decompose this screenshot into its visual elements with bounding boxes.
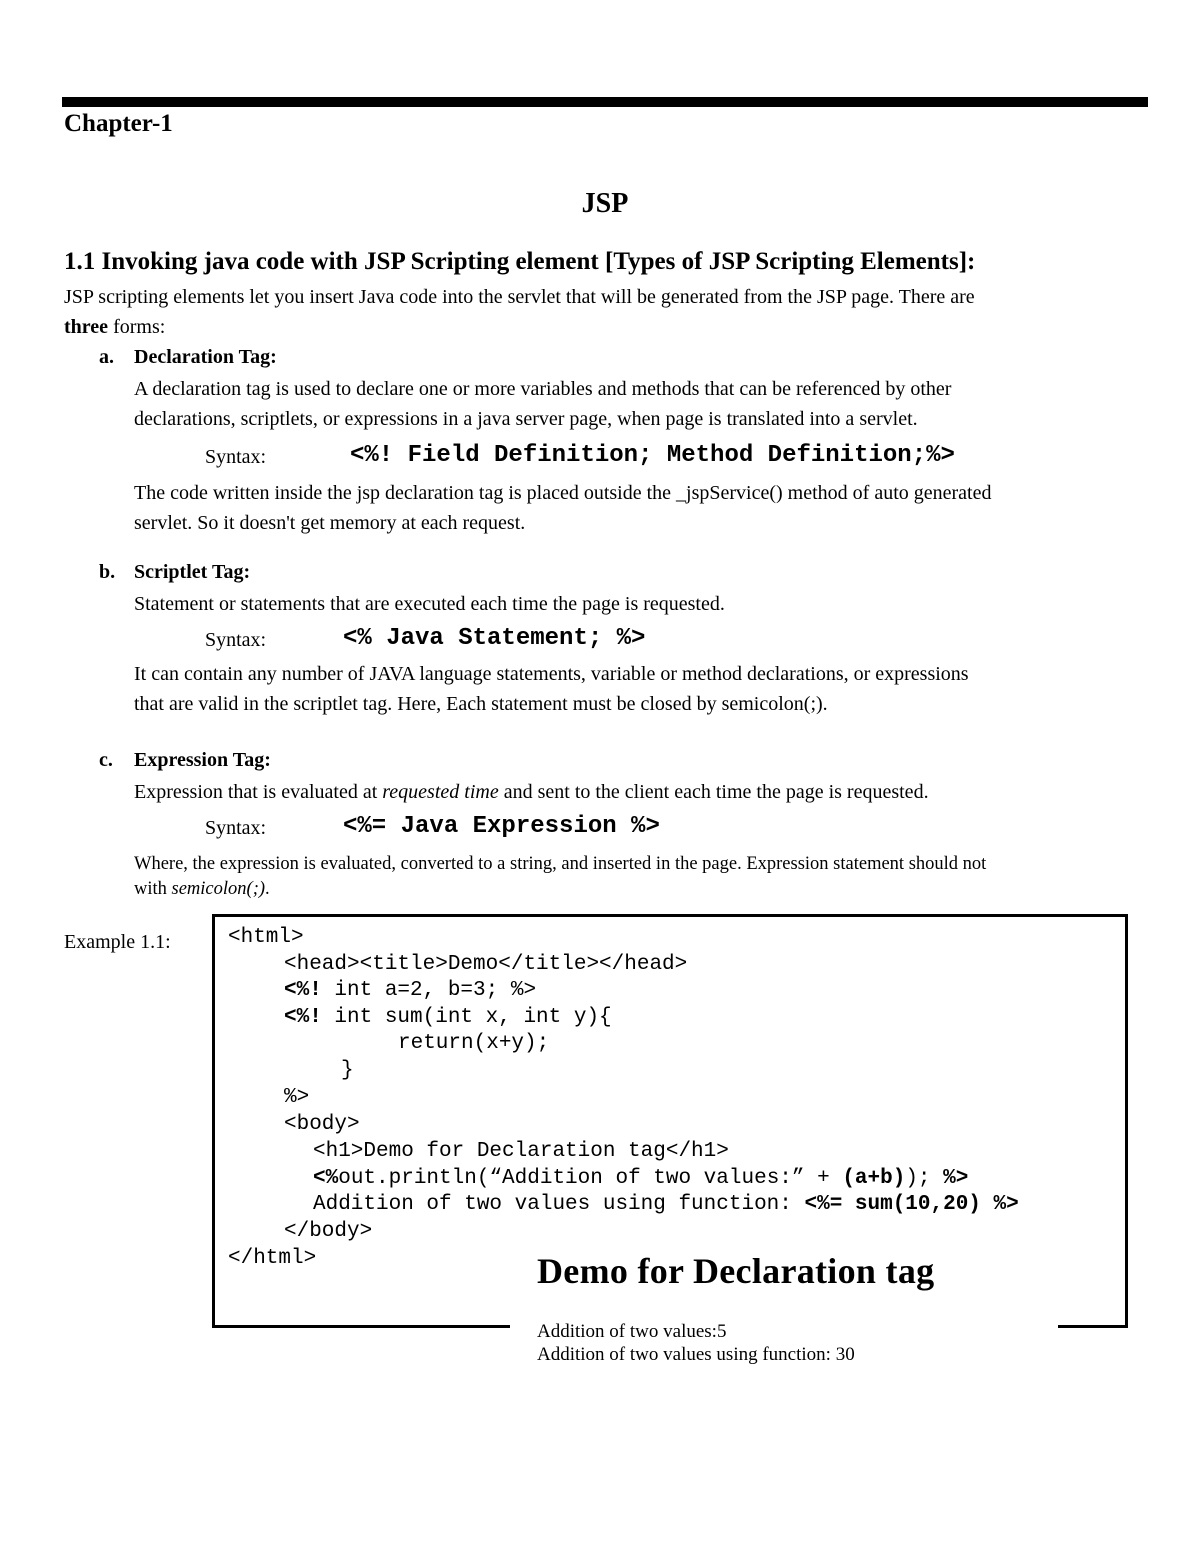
code-line-11-text: Addition of two values using function: [313, 1193, 805, 1216]
code-line-13: </html> [228, 1247, 317, 1270]
output-line-1: Addition of two values:5 [537, 1321, 727, 1342]
item-c-heading: Expression Tag: [134, 749, 271, 771]
example-label: Example 1.1: [64, 931, 171, 953]
item-a-syntax-code: <%! Field Definition; Method Definition;%> [350, 442, 955, 469]
item-c-description [134, 777, 929, 807]
code-line-7: %> [284, 1086, 310, 1109]
code-line-10-call: out.println(“Addition of two values:” + [338, 1167, 843, 1190]
chapter-label: Chapter-1 [64, 110, 173, 137]
item-a-letter: a. [99, 346, 114, 368]
intro-paragraph [64, 282, 975, 342]
item-b-description: Statement or statements that are executed each time the page is requested. [134, 593, 725, 615]
item-c-note-line2 [134, 877, 986, 902]
code-line-3 [284, 979, 536, 1002]
intro-bold: three [64, 316, 109, 338]
item-a-note-line1: The code written inside the jsp declaration tag is placed outside the _jspService() method of auto generated [134, 482, 992, 504]
item-c-note-line1: Where, the expression is evaluated, converted to a string, and inserted in the page. Expression statement should not [134, 854, 987, 874]
code-line-3-body: int a=2, b=3; %> [321, 979, 537, 1002]
item-a-desc-line2: declarations, scriptlets, or expressions in a java server page, when page is translated into a servlet. [134, 408, 918, 430]
item-c-note2-post: . [265, 879, 270, 899]
item-b-letter: b. [99, 561, 116, 583]
code-line-9: <h1>Demo for Declaration tag</h1> [313, 1140, 729, 1163]
code-line-10-expr: (a+b) [842, 1167, 906, 1190]
item-b-heading: Scriptlet Tag: [134, 561, 251, 583]
item-c-desc-italic: requested time [382, 781, 499, 803]
item-c-letter: c. [99, 749, 113, 771]
code-line-4-tag: <%! [284, 1006, 322, 1029]
code-line-10-open: <% [313, 1167, 339, 1190]
item-c-desc-pre: Expression that is evaluated at [134, 781, 383, 803]
item-b-note-line2: that are valid in the scriptlet tag. Here, Each statement must be closed by semicolon(;). [134, 693, 828, 715]
intro-rest: forms: [108, 316, 166, 338]
intro-line2 [64, 312, 975, 342]
item-b-syntax-label: Syntax: [205, 629, 267, 651]
code-line-10-end: ); [905, 1167, 944, 1190]
code-line-4-body: int sum(int x, int y){ [321, 1006, 612, 1029]
code-line-12: </body> [284, 1220, 373, 1243]
code-line-6: } [341, 1059, 354, 1082]
item-c-note2-pre: with [134, 879, 172, 899]
code-line-10-close: %> [943, 1167, 969, 1190]
item-c-syntax-label: Syntax: [205, 817, 267, 839]
intro-line1: JSP scripting elements let you insert Java code into the servlet that will be generated from the JSP page. There are [64, 286, 975, 308]
page-title: JSP [581, 188, 629, 219]
item-a-syntax-label: Syntax: [205, 446, 267, 468]
code-line-1: <html> [228, 926, 304, 949]
code-line-8: <body> [284, 1113, 360, 1136]
code-line-2: <head><title>Demo</title></head> [284, 953, 688, 976]
code-line-11-expr: <%= sum(10,20) %> [804, 1193, 1019, 1216]
output-heading: Demo for Declaration tag [537, 1251, 935, 1291]
code-line-3-tag: <%! [284, 979, 322, 1002]
top-rule [62, 97, 1148, 107]
code-line-11 [313, 1193, 1019, 1216]
item-a-description [134, 374, 951, 434]
item-c-note2-italic: semicolon(;) [171, 879, 266, 899]
item-a-note-line2: servlet. So it doesn't get memory at each request. [134, 512, 526, 534]
item-a-heading: Declaration Tag: [134, 346, 277, 368]
item-a-desc-line1: A declaration tag is used to declare one or more variables and methods that can be referenced by other [134, 378, 952, 400]
item-b-syntax-code: <% Java Statement; %> [343, 625, 646, 652]
code-line-5: return(x+y); [398, 1032, 550, 1055]
item-a-note [134, 478, 992, 538]
item-c-desc-post: and sent to the client each time the page is requested. [498, 781, 929, 803]
output-line-2: Addition of two values using function: 30 [537, 1344, 855, 1365]
code-line-10 [313, 1167, 968, 1190]
code-line-4 [284, 1006, 612, 1029]
item-b-note [134, 659, 969, 719]
item-c-note [134, 852, 986, 902]
section-heading: 1.1 Invoking java code with JSP Scripting element [Types of JSP Scripting Elements]: [64, 248, 976, 275]
item-b-note-line1: It can contain any number of JAVA language statements, variable or method declarations, or expressions [134, 663, 969, 685]
item-c-syntax-code: <%= Java Expression %> [343, 813, 660, 840]
